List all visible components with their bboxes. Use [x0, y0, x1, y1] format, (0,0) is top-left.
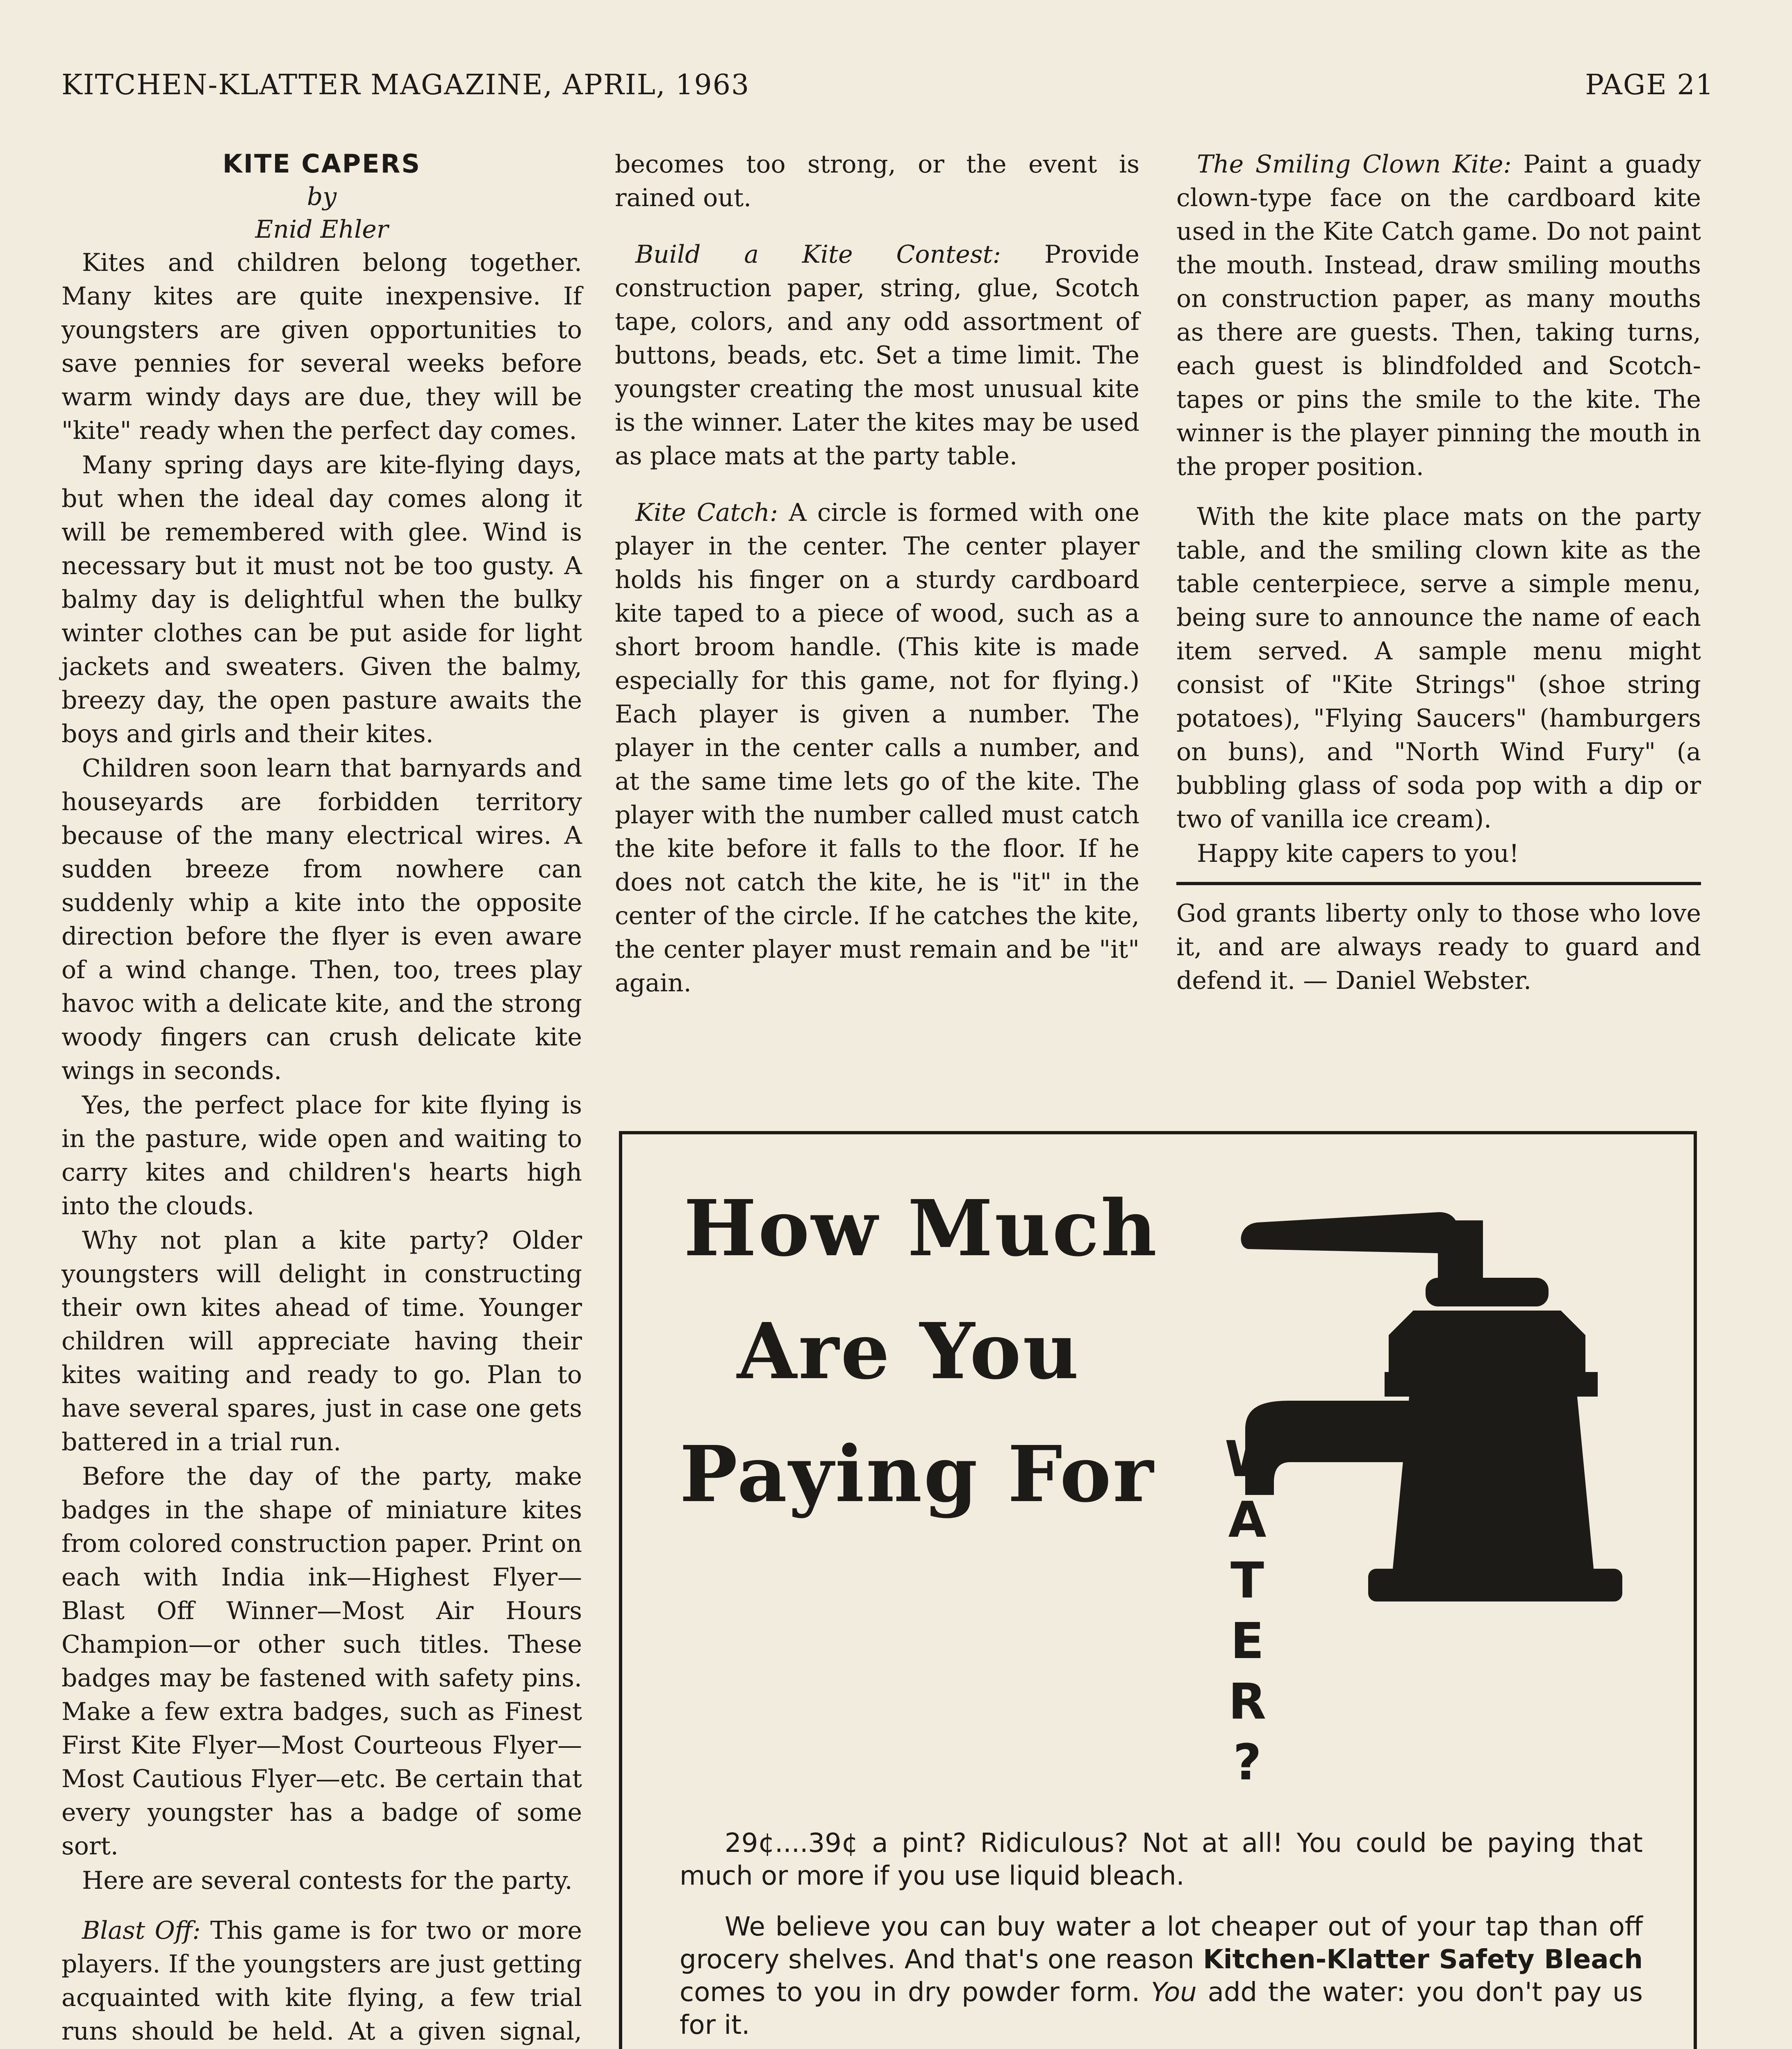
contest-title: Kite Catch: — [635, 498, 778, 527]
water-letter: W — [1225, 1431, 1279, 1488]
ad-headline-line-1: How Much — [684, 1183, 1159, 1274]
paragraph: Yes, the perfect place for kite flying is in the pasture, wide open and waiting to carry kites and children's hearts high into the clouds. — [61, 1091, 582, 1220]
paragraph: Kites and children belong together. Many kites are quite inexpensive. If youngsters are given opportunities to save pennies for several weeks before warm windy days are due, they will be "kite" ready when the perfect day comes. — [61, 248, 582, 445]
column-1 — [61, 148, 582, 2049]
water-letter: A — [1228, 1492, 1267, 1549]
contest-smiling-clown — [1176, 148, 1701, 484]
contest-kite-catch — [615, 496, 1139, 1000]
paragraph: Before the day of the party, make badges in the shape of miniature kites from colored construction paper. Print on each with India ink—Highest Flyer—Blast Off Winner—Most Air Hours Champion—or other such titles. These badges may be fastened with safety pins. Make a few extra badges, such as Finest First Kite Flyer—Most Courteous Flyer—Most Cautious Flyer—etc. Be certain that every youngster has a badge of some sort. — [61, 1462, 582, 1860]
article-title: KITE CAPERS — [222, 149, 421, 179]
brand-mention: Kitchen-Klatter Safety Bleach — [1203, 1945, 1643, 1975]
closing-line: Happy kite capers to you! — [1197, 839, 1519, 868]
contest-title: The Smiling Clown Kite: — [1197, 150, 1512, 179]
contest-build-a-kite — [615, 238, 1139, 473]
page-number: PAGE 21 — [1585, 69, 1714, 101]
contest-title: Blast Off: — [82, 1916, 201, 1945]
article-author: Enid Ehler — [255, 215, 389, 244]
paragraph: Children soon learn that barnyards and houseyards are forbidden territory because of the many electrical wires. A sudden breeze from nowhere can suddenly whip a kite into the opposite direction before the flyer is even aware of a wind change. Then, too, trees play havoc with a delicate kite, and the strong woody fingers can crush delicate kite wings in seconds. — [61, 754, 582, 1085]
contest-text: This game is for two or more players. If the youngsters are just getting acquainted with kite flying, a few trial runs should be held. At a given signal, — [61, 1916, 582, 2046]
paragraph: Why not plan a kite party? Older youngsters will delight in constructing their own kites ahead of time. Younger children will appreciate having their kites waiting and ready to go. Plan to have several spares, just in case one gets battered in a trial run. — [61, 1226, 582, 1456]
contest-blast-off — [61, 1914, 582, 2049]
article-byline: by — [307, 182, 337, 211]
quote: God grants liberty only to those who love it, and are always ready to guard and defend it. — Daniel Webster. — [1176, 899, 1701, 995]
ad-headline-line-2: Are You — [737, 1306, 1080, 1397]
ad-paragraph: 29¢....39¢ a pint? Ridiculous? Not at all! You could be paying that much or more if you use liquid bleach. — [680, 1828, 1643, 1891]
water-letter: ? — [1233, 1734, 1262, 1791]
water-vertical-text — [1225, 1429, 1279, 1793]
contest-text: Paint a guady clown-type face on the cardboard kite used in the Kite Catch game. Do not paint the mouth. Instead, draw smiling mouths on construction paper, as many mouths as there are guests. Then, taking turns, each guest is blindfolded and Scotch-tapes or pins the smile to the kite. The winner is the player pinning the mouth in the proper position. — [1176, 150, 1701, 481]
paragraph: Here are several contests for the party. — [82, 1866, 573, 1895]
ad-headline-line-3: Paying For — [680, 1429, 1155, 1520]
faucet-icon — [1233, 1200, 1676, 1626]
column-2 — [615, 148, 1139, 1001]
water-letter: T — [1230, 1552, 1264, 1609]
running-header-title: KITCHEN-KLATTER MAGAZINE, APRIL, 1963 — [61, 69, 750, 101]
paragraph: With the kite place mats on the party table, and the smiling clown kite as the table centerpiece, serve a simple menu, being sure to announce the name of each item served. A sample menu might consist of "Kite Strings" (shoe string potatoes), "Flying Saucers" (hamburgers on buns), and "North Wind Fury" (a bubbling glass of soda pop with a dip or two of vanilla ice cream). — [1176, 502, 1701, 834]
text-run: add the water: you don't pay us for it. — [680, 1977, 1643, 2040]
column-3 — [1176, 148, 1701, 998]
text-run: We believe you can buy water a lot cheaper out of your tap than off grocery shelves. And that's one reason — [680, 1912, 1643, 1975]
text-run: You — [1151, 1977, 1197, 2008]
contest-text: A circle is formed with one player in the center. The center player holds his finger on a sturdy cardboard kite taped to a piece of wood, such as a short broom handle. (This kite is made especially for this game, not for flying.) Each player is given a number. The player in the center calls a number, and at the same time lets go of the kite. The player with the number called must catch the kite before it falls to the floor. If he does not catch the kite, he is "it" in the center of the circle. If he catches the kite, the center player must remain and be "it" again. — [615, 498, 1139, 997]
text-run: comes to you in dry powder form. — [680, 1977, 1151, 2008]
contest-text: Provide construction paper, string, glue, Scotch tape, colors, and any odd assortment of buttons, beads, etc. Set a time limit. The youngster creating the most unusual kite is the winner. Later the kites may be used as place mats at the party table. — [615, 240, 1139, 470]
bleach-advertisement — [619, 1131, 1697, 2049]
paragraph-continued: becomes too strong, or the event is rained out. — [615, 150, 1139, 212]
ad-paragraph — [680, 1910, 1643, 2042]
water-letter: E — [1230, 1613, 1264, 1670]
ad-body — [680, 1827, 1643, 2049]
contest-title: Build a Kite Contest: — [635, 240, 1001, 269]
paragraph: Many spring days are kite-flying days, but when the ideal day comes along it will be remembered with glee. Wind is necessary but it must not be too gusty. A balmy day is delightful when the bulky winter clothes can be put aside for light jackets and sweaters. Given the balmy, breezy day, the open pasture awaits the boys and girls and their kites. — [61, 451, 582, 748]
divider — [1176, 882, 1701, 885]
water-letter: R — [1228, 1674, 1267, 1731]
